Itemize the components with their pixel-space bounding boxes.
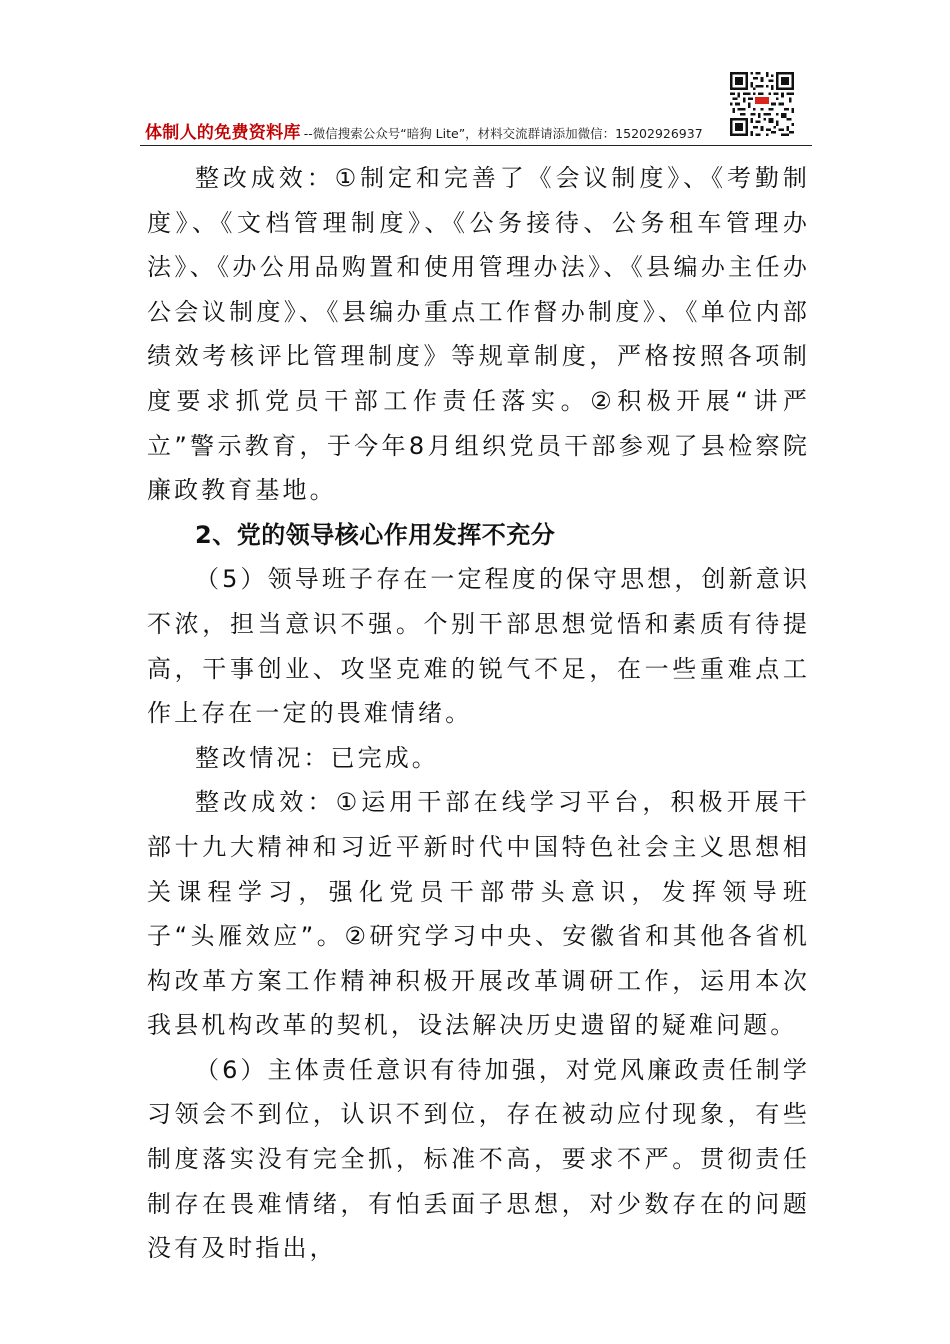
section-heading-2: 2、党的领导核心作用发挥不充分 [195, 520, 556, 549]
paragraph-issue-6: （6）主体责任意识有待加强，对党风廉政责任制学习领会不到位，认识不到位，存在被动应付现象，有些制度落实没有完全抓，标准不高，要求不严。贯彻责任制存在畏难情绪，有怕丢面子思想，对少数存在的问题没有及时指出， [147, 1055, 810, 1263]
document-body [147, 156, 810, 1271]
header-notice: --微信搜索公众号“暗狗 Lite”，材料交流群请添加微信：15202926937 [303, 126, 703, 141]
qr-logo-badge [753, 95, 771, 106]
page-header [145, 118, 810, 146]
header-divider [140, 145, 812, 146]
header-brand: 体制人的免费资料库 [145, 123, 301, 143]
paragraph-issue-5-status: 整改情况：已完成。 [195, 743, 439, 772]
paragraph-issue-5: （5）领导班子存在一定程度的保守思想，创新意识不浓，担当意识不强。个别干部思想觉悟和素质有待提高，干事创业、攻坚克难的锐气不足，在一些重难点工作上存在一定的畏难情绪。 [147, 565, 810, 728]
paragraph-issue-5-effect: 整改成效：①运用干部在线学习平台，积极开展干部十九大精神和习近平新时代中国特色社会主义思想相关课程学习，强化党员干部带头意识，发挥领导班子“头雁效应”。②研究学习中央、安徽省和其他各省机构改革方案工作精神积极开展改革调研工作，运用本次我县机构改革的契机，设法解决历史遗留的疑难问题。 [147, 788, 810, 1040]
paragraph-rectification-effect-1: 整改成效：①制定和完善了《会议制度》、《考勤制度》、《文档管理制度》、《公务接待、公务租车管理办法》、《办公用品购置和使用管理办法》、《县编办主任办公会议制度》、《县编办重点工作督办制度》、《单位内部绩效考核评比管理制度》等规章制度，严格按照各项制度要求抓党员干部工作责任落实。②积极开展“讲严立”警示教育，于今年8月组织党员干部参观了县检察院廉政教育基地。 [147, 164, 810, 505]
